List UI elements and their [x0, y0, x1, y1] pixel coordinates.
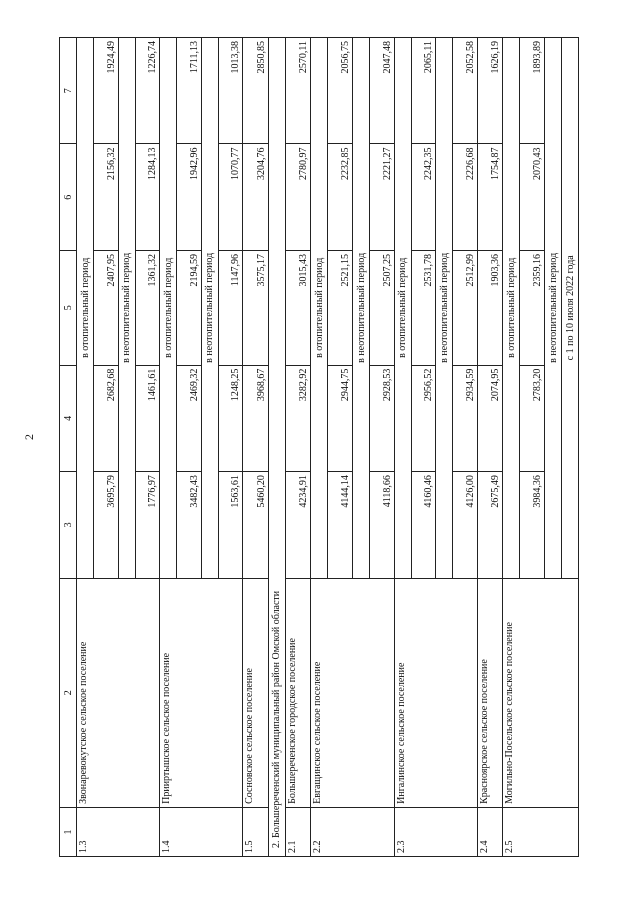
cell-col7: 1626,19: [477, 38, 502, 145]
row-number: 2.5: [503, 807, 579, 856]
period-nonheating: в неотопительный период: [118, 38, 135, 579]
settlement-name: Большереченское городское поселение: [285, 578, 310, 807]
cell-col3: 4144,14: [328, 472, 353, 578]
cell-col7: 1013,38: [218, 38, 243, 145]
row-number: 1.5: [243, 807, 268, 856]
cell-col6: 2070,43: [520, 144, 545, 250]
cell-col5: 2521,15: [328, 250, 353, 365]
cell-col5: 2359,16: [520, 250, 545, 365]
settlement-name: Красноярское сельское поселение: [477, 578, 502, 807]
cell-col4: 2074,95: [477, 365, 502, 471]
cell-col3: 4118,66: [370, 472, 395, 578]
period-row: [77, 38, 94, 857]
cell-col4: 2956,52: [411, 365, 436, 471]
col-header-4: 4: [60, 365, 77, 471]
cell-col5: 3015,43: [285, 250, 310, 365]
col-header-1: 1: [60, 807, 77, 856]
cell-col6: 2156,32: [94, 144, 119, 250]
row-number: 2.1: [285, 807, 310, 856]
cell-col3: 3695,79: [94, 472, 119, 578]
settlement-name: Звонаревокутское сельское поселение: [77, 578, 160, 807]
cell-col7: 2570,11: [285, 38, 310, 145]
cell-col4: 1461,61: [135, 365, 160, 471]
cell-col6: 2780,97: [285, 144, 310, 250]
settlement-name: Могильно-Посельское сельское поселение: [503, 578, 579, 807]
period-row: [394, 38, 411, 857]
cell-col7: 1226,74: [135, 38, 160, 145]
settlement-name: Сосновское сельское поселение: [243, 578, 268, 807]
row-number: 1.4: [160, 807, 243, 856]
cell-col5: 2407,95: [94, 250, 119, 365]
cell-col6: 2242,35: [411, 144, 436, 250]
cell-col6: 1942,96: [177, 144, 202, 250]
period-heating: в отопительный период: [394, 38, 411, 579]
cell-col7: 2052,58: [453, 38, 478, 145]
period-nonheating: в неотопительный период: [353, 38, 370, 579]
period-nonheating: в неотопительный период: [545, 38, 562, 579]
cell-col4: 2944,75: [328, 365, 353, 471]
period-date-range: с 1 по 10 июля 2022 года: [562, 38, 579, 579]
period-row: [160, 38, 177, 857]
period-nonheating: в неотопительный период: [201, 38, 218, 579]
cell-col7: 1893,89: [520, 38, 545, 145]
cell-col3: 4160,46: [411, 472, 436, 578]
cell-col3: 2675,49: [477, 472, 502, 578]
cell-col7: 2047,48: [370, 38, 395, 145]
cell-col3: 3984,36: [520, 472, 545, 578]
cell-col7: 2850,85: [243, 38, 268, 145]
table-row: [285, 38, 310, 857]
section-row: [268, 38, 285, 857]
period-heating: в отопительный период: [77, 38, 94, 579]
period-heating: в отопительный период: [160, 38, 177, 579]
period-heating: в отопительный период: [311, 38, 328, 579]
cell-col3: 4126,00: [453, 472, 478, 578]
cell-col7: 2065,11: [411, 38, 436, 145]
cell-col3: 1776,97: [135, 472, 160, 578]
row-number: 1.3: [77, 807, 160, 856]
cell-col5: 1903,36: [477, 250, 502, 365]
cell-col3: 1563,61: [218, 472, 243, 578]
cell-col4: 2469,32: [177, 365, 202, 471]
cell-col5: 3575,17: [243, 250, 268, 365]
cell-col4: 1248,25: [218, 365, 243, 471]
tariff-table: [59, 37, 579, 857]
page-number: 2: [22, 434, 36, 440]
cell-col6: 1754,87: [477, 144, 502, 250]
period-row: [311, 38, 328, 857]
cell-col5: 1361,32: [135, 250, 160, 365]
cell-col6: 1070,77: [218, 144, 243, 250]
col-header-2: 2: [60, 578, 77, 807]
cell-col4: 2928,53: [370, 365, 395, 471]
cell-col5: 1147,96: [218, 250, 243, 365]
settlement-name: Евгащинское сельское поселение: [311, 578, 394, 807]
table-row: [477, 38, 502, 857]
cell-col4: 3968,67: [243, 365, 268, 471]
cell-col6: 2221,27: [370, 144, 395, 250]
section-title: 2. Большереченский муниципальный район Омской области: [268, 38, 285, 857]
cell-col6: 2226,68: [453, 144, 478, 250]
cell-col7: 1711,13: [177, 38, 202, 145]
cell-col4: 3282,92: [285, 365, 310, 471]
table-row: [243, 38, 268, 857]
cell-col4: 2682,68: [94, 365, 119, 471]
row-number: 2.4: [477, 807, 502, 856]
col-header-3: 3: [60, 472, 77, 578]
cell-col6: 2232,85: [328, 144, 353, 250]
cell-col4: 2934,59: [453, 365, 478, 471]
rotated-table-wrapper: [59, 37, 579, 857]
period-heating: в отопительный период: [503, 38, 520, 579]
row-number: 2.2: [311, 807, 394, 856]
cell-col4: 2783,20: [520, 365, 545, 471]
period-row: [503, 38, 520, 857]
col-header-5: 5: [60, 250, 77, 365]
cell-col5: 2531,78: [411, 250, 436, 365]
col-header-6: 6: [60, 144, 77, 250]
cell-col5: 2512,99: [453, 250, 478, 365]
cell-col3: 5460,20: [243, 472, 268, 578]
period-nonheating: в неотопительный период: [436, 38, 453, 579]
settlement-name: Ингалинское сельское поселение: [394, 578, 477, 807]
row-number: 2.3: [394, 807, 477, 856]
cell-col5: 2194,59: [177, 250, 202, 365]
cell-col6: 1284,13: [135, 144, 160, 250]
cell-col7: 2056,75: [328, 38, 353, 145]
col-header-7: 7: [60, 38, 77, 145]
settlement-name: Прииртышское сельское поселение: [160, 578, 243, 807]
cell-col5: 2507,25: [370, 250, 395, 365]
cell-col3: 4234,91: [285, 472, 310, 578]
cell-col7: 1924,49: [94, 38, 119, 145]
header-row: [60, 38, 77, 857]
cell-col6: 3204,76: [243, 144, 268, 250]
cell-col3: 3482,43: [177, 472, 202, 578]
